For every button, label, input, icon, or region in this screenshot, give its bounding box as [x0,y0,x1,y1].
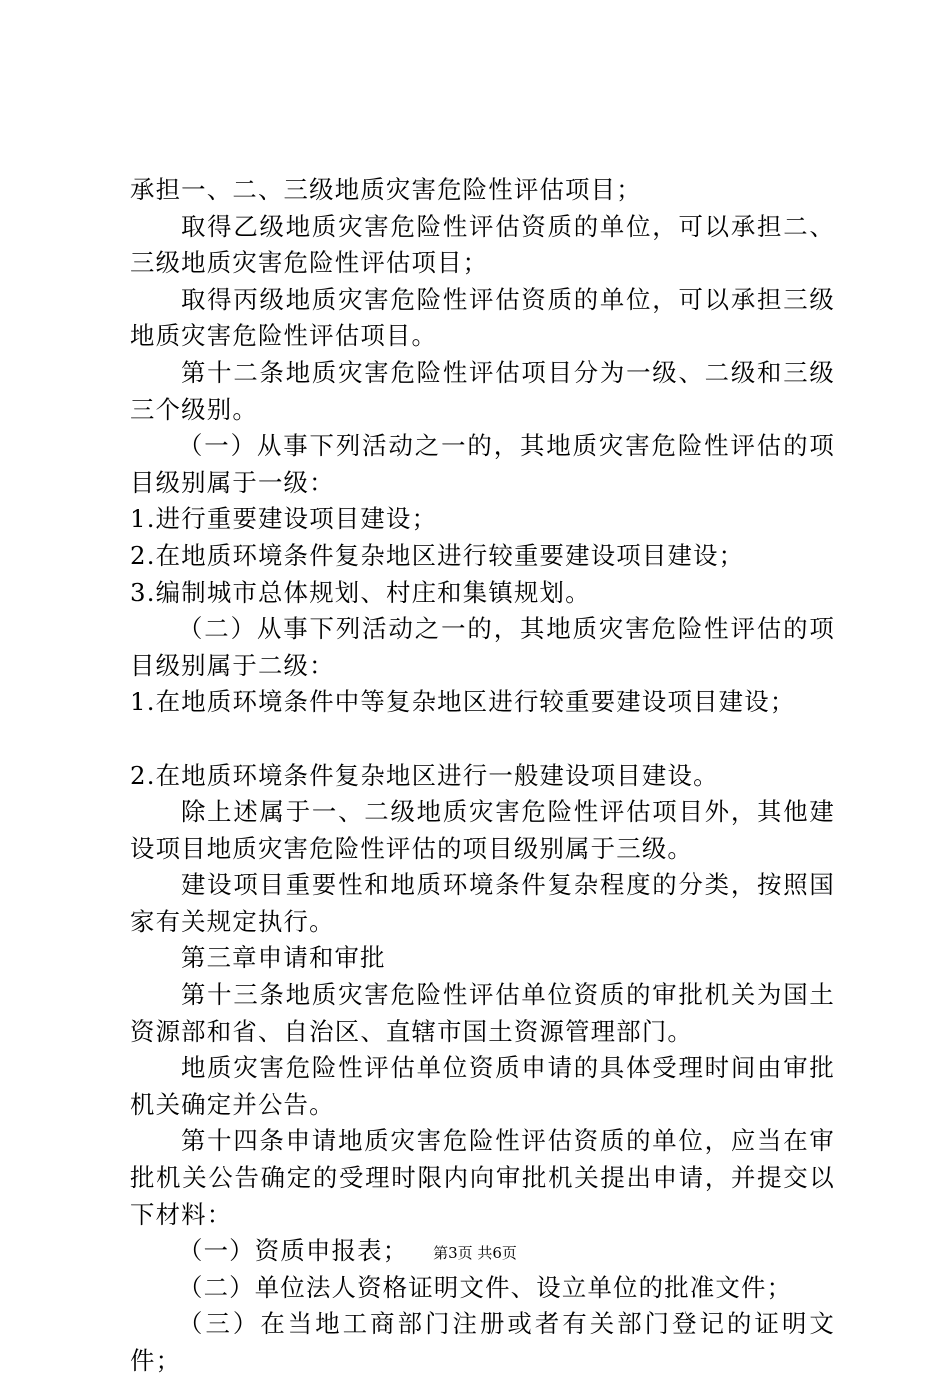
chapter-heading: 第三章申请和审批 [181,943,386,973]
paragraph: 除上述属于一、二级地质灾害危险性评估项目外，其他建设项目地质灾害危险性评估的项目级别属于三级。 [130,797,835,863]
paragraph: 地质灾害危险性评估单位资质申请的具体受理时间由审批机关确定并公告。 [130,1053,835,1119]
article-heading: 第十二条地质灾害危险性评估项目分为一级、二级和三级三个级别。 [130,357,835,424]
body-text [130,172,835,1380]
paragraph: 建设项目重要性和地质环境条件复杂程度的分类，按照国家有关规定执行。 [130,870,835,936]
list-item: （一）资质申报表； [178,1236,409,1266]
article-heading: 第十四条申请地质灾害危险性评估资质的单位，应当在审批机关公告确定的受理时限内向审批机关提出申请，并提交以下材料： [130,1126,835,1229]
paragraph: 取得丙级地质灾害危险性评估资质的单位，可以承担三级地质灾害危险性评估项目。 [130,284,835,351]
page-footer: 第3页 共6页 [433,1244,517,1262]
blank-line [130,721,835,758]
list-item: 2.在地质环境条件复杂地区进行较重要建设项目建设； [130,540,745,570]
list-item: （三）在当地工商部门注册或者有关部门登记的证明文件； [130,1309,835,1375]
list-item: （二）单位法人资格证明文件、设立单位的批准文件； [178,1272,793,1302]
list-item: 2.在地质环境条件复杂地区进行一般建设项目建设。 [130,760,719,790]
list-item: 1.进行重要建设项目建设； [130,504,438,534]
list-item: 1.在地质环境条件中等复杂地区进行较重要建设项目建设； [130,687,796,717]
paragraph: 取得乙级地质灾害危险性评估资质的单位，可以承担二、三级地质灾害危险性评估项目； [130,211,835,278]
paragraph: （二）从事下列活动之一的，其地质灾害危险性评估的项目级别属于二级： [130,614,835,680]
paragraph: 承担一、二、三级地质灾害危险性评估项目； [130,175,642,204]
list-item: 3.编制城市总体规划、村庄和集镇规划。 [130,577,591,607]
paragraph: （一）从事下列活动之一的，其地质灾害危险性评估的项目级别属于一级： [130,431,835,497]
article-heading: 第十三条地质灾害危险性评估单位资质的审批机关为国土资源部和省、自治区、直辖市国土资源管理部门。 [130,980,835,1046]
